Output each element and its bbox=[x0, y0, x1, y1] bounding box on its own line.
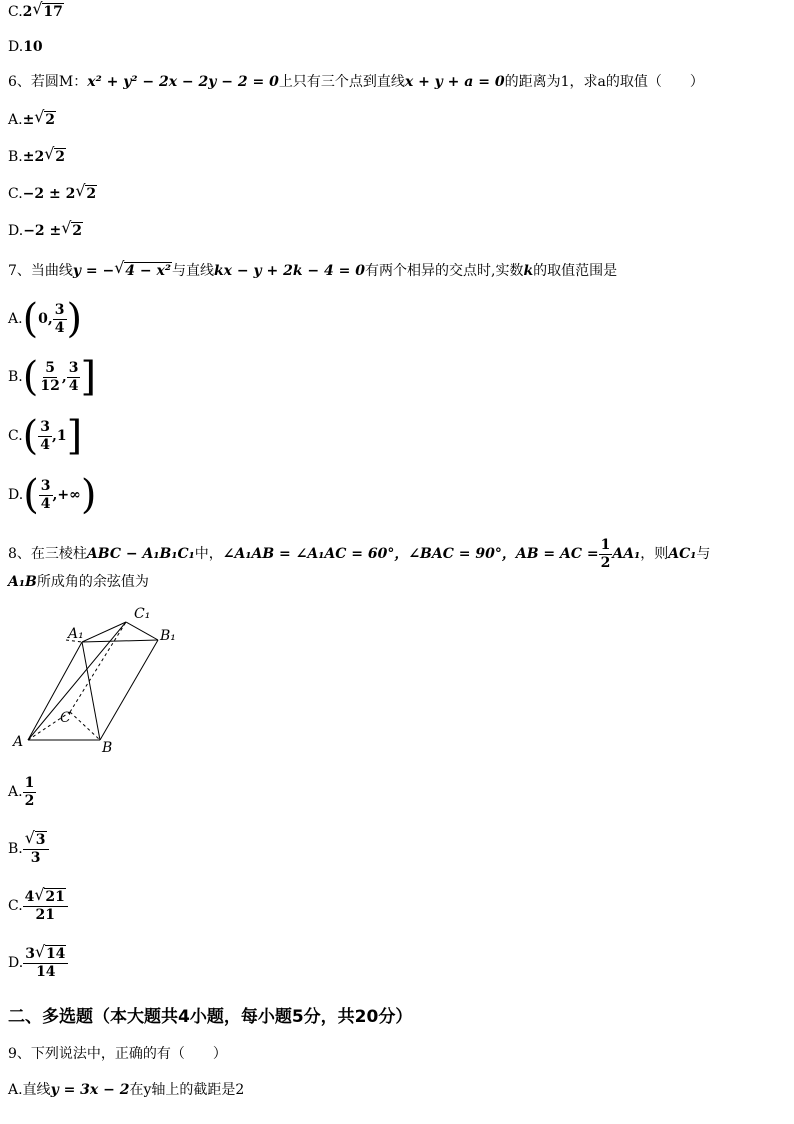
label-B: B bbox=[102, 740, 113, 756]
fraction: $\frac{1}{2}$ bbox=[24, 774, 35, 809]
option-b-q7: B.( $\frac{5}{12}$ , $\frac{3}{4}$ ] bbox=[8, 354, 97, 400]
sqrt: √ 2 bbox=[62, 221, 83, 241]
label-B1: B₁ bbox=[160, 628, 176, 644]
label-C: C bbox=[60, 710, 71, 726]
label-A: A bbox=[13, 734, 24, 750]
option-d-q6: D.−2 ±√ 2 bbox=[8, 221, 83, 241]
option-a-q6: A.±√ 2 bbox=[8, 110, 56, 130]
option-a-q7: A.(0, $\frac{3}{4}$ ) bbox=[8, 296, 83, 342]
question-6: 6、若圆M：x² + y² − 2x − 2y − 2 = 0上只有三个点到直线x + y + a = 0的距离为1，求a的取值（ ） bbox=[8, 74, 704, 90]
fraction: $\frac{3}{4}$ bbox=[54, 301, 65, 336]
option-d-q7: D.( $\frac{3}{4}$ ,+∞) bbox=[8, 472, 97, 518]
option-b-q6: B.±2√ 2 bbox=[8, 147, 66, 167]
option-c-q6: C.−2 ± 2√ 2 bbox=[8, 184, 97, 204]
option-a-q9: A.直线y = 3x − 2在y轴上的截距是2 bbox=[8, 1082, 245, 1098]
option-c-q8: C. $\frac{4√ 21}{21}$ bbox=[8, 886, 68, 926]
prism-figure bbox=[8, 600, 188, 760]
option-a-q8: A. $\frac{1}{2}$ bbox=[8, 774, 35, 809]
fraction: $\frac{1}{2}$ bbox=[600, 536, 611, 571]
option-c-q5: C.2√ 17 bbox=[8, 2, 64, 22]
fraction: $\frac{3}{4}$ bbox=[40, 477, 51, 512]
question-8: 8、在三棱柱ABC − A₁B₁C₁中，∠A₁AB = ∠A₁AC = 60°，∠BAC = 90°，AB = AC = $\frac{1}{2}$ AA₁，则AC₁与 bbox=[8, 536, 711, 571]
option-d-q8: D. $\frac{3√ 14}{14}$ bbox=[8, 943, 68, 983]
fraction: $\frac{4√ 21}{21}$ bbox=[23, 889, 68, 924]
question-9: 9、下列说法中，正确的有（ ） bbox=[8, 1046, 227, 1062]
section-heading: 二、多选题（本大题共4小题，每小题5分，共20分） bbox=[8, 1007, 413, 1027]
sqrt: √ 17 bbox=[33, 2, 63, 22]
question-8-cont: A₁B所成角的余弦值为 bbox=[8, 574, 149, 590]
sqrt: √ 2 bbox=[35, 110, 56, 130]
label-C1: C₁ bbox=[134, 606, 151, 622]
sqrt: √ 2 bbox=[76, 184, 97, 204]
sqrt: √ 2 bbox=[45, 147, 66, 167]
fraction: $\frac{5}{12}$ bbox=[40, 359, 60, 394]
sqrt: √ 4 − x² bbox=[115, 261, 172, 281]
fraction: $\frac{3}{4}$ bbox=[40, 418, 51, 453]
question-7: 7、当曲线y = −√ 4 − x²与直线kx − y + 2k − 4 = 0有两个相异的交点时,实数k的取值范围是 bbox=[8, 261, 617, 281]
fraction: √ $\frac{3}{3}$ bbox=[23, 832, 49, 867]
option-b-q8: B. √ $\frac{3}{3}$ bbox=[8, 829, 49, 869]
fraction: $\frac{3√ 14}{14}$ bbox=[23, 946, 68, 981]
option-c-q7: C.( $\frac{3}{4}$ ,1] bbox=[8, 413, 83, 459]
label-A1: A₁ bbox=[68, 626, 84, 642]
fraction: $\frac{3}{4}$ bbox=[68, 359, 79, 394]
option-d-q5: D.10 bbox=[8, 39, 43, 55]
